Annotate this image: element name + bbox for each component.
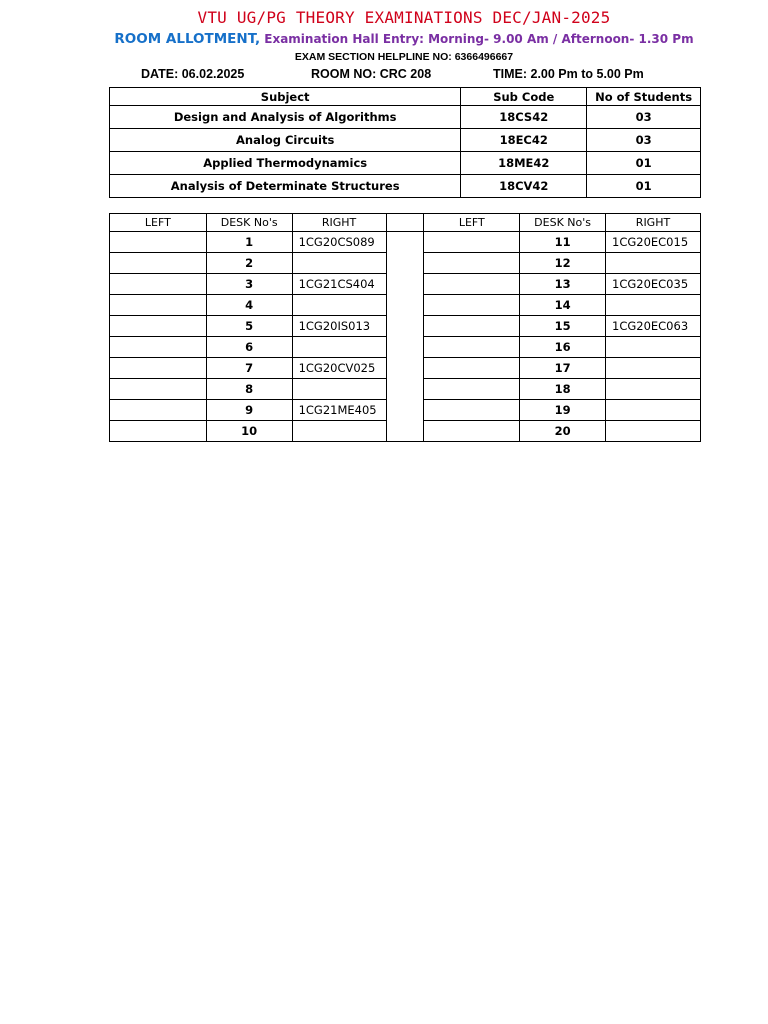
right-seat	[606, 358, 701, 379]
desk-number: 14	[520, 295, 606, 316]
left-seat	[110, 295, 207, 316]
left-seat	[110, 379, 207, 400]
subject-row	[110, 129, 701, 152]
desk-number: 19	[520, 400, 606, 421]
desk-row	[110, 337, 701, 358]
aisle-gap	[386, 232, 424, 253]
sub-code-header: Sub Code	[461, 88, 587, 106]
subject-row	[110, 175, 701, 198]
aisle-gap	[386, 295, 424, 316]
right-seat	[292, 337, 386, 358]
exam-time: TIME: 2.00 Pm to 5.00 Pm	[493, 67, 644, 81]
subject-code: 18CS42	[461, 106, 587, 129]
student-count-header: No of Students	[587, 88, 701, 106]
left-seat	[110, 358, 207, 379]
left-seat	[424, 379, 520, 400]
subject-code: 18EC42	[461, 129, 587, 152]
desk-number: 1	[206, 232, 292, 253]
subject-row	[110, 152, 701, 175]
helpline-text: EXAM SECTION HELPLINE NO: 6366496667	[294, 51, 514, 63]
desk-row	[110, 295, 701, 316]
exam-info-line	[0, 67, 768, 83]
desk-row	[110, 358, 701, 379]
desk-number: 8	[206, 379, 292, 400]
left-seat	[424, 295, 520, 316]
desk-row	[110, 379, 701, 400]
desk-number: 2	[206, 253, 292, 274]
left-seat	[110, 316, 207, 337]
exam-date: DATE: 06.02.2025	[141, 67, 245, 81]
desk-row	[110, 232, 701, 253]
right-seat	[606, 337, 701, 358]
left-seat	[110, 337, 207, 358]
student-count: 03	[587, 129, 701, 152]
desk-number: 4	[206, 295, 292, 316]
subject-name: Analysis of Determinate Structures	[110, 175, 461, 198]
aisle-gap	[386, 316, 424, 337]
subject-code: 18ME42	[461, 152, 587, 175]
hall-entry-text: Examination Hall Entry: Morning- 9.00 Am / Afternoon- 1.30 Pm	[264, 32, 694, 46]
desk-number: 13	[520, 274, 606, 295]
right-seat	[606, 295, 701, 316]
desk-number: 20	[520, 421, 606, 442]
right-seat	[292, 253, 386, 274]
right-seat	[606, 253, 701, 274]
room-number: ROOM NO: CRC 208	[311, 67, 432, 81]
desk-number: 11	[520, 232, 606, 253]
aisle-gap	[386, 400, 424, 421]
aisle-gap	[386, 379, 424, 400]
left-seat	[110, 400, 207, 421]
left-seat	[110, 274, 207, 295]
desk-number: 6	[206, 337, 292, 358]
subtitle-line	[0, 31, 768, 47]
left-header: LEFT	[110, 214, 207, 232]
right-header: RIGHT	[292, 214, 386, 232]
desk-number: 9	[206, 400, 292, 421]
left-seat	[110, 232, 207, 253]
subject-name: Analog Circuits	[110, 129, 461, 152]
right-header: RIGHT	[606, 214, 701, 232]
desk-allotment-table	[109, 213, 701, 442]
desk-no-header: DESK No's	[206, 214, 292, 232]
right-seat: 1CG20IS013	[292, 316, 386, 337]
right-seat	[292, 295, 386, 316]
subject-name: Design and Analysis of Algorithms	[110, 106, 461, 129]
left-seat	[424, 337, 520, 358]
desk-no-header: DESK No's	[520, 214, 606, 232]
aisle-gap	[386, 421, 424, 442]
right-seat	[606, 379, 701, 400]
left-seat	[424, 400, 520, 421]
subject-header: Subject	[110, 88, 461, 106]
left-seat	[110, 253, 207, 274]
right-seat: 1CG20CV025	[292, 358, 386, 379]
student-count: 03	[587, 106, 701, 129]
student-count: 01	[587, 152, 701, 175]
subject-row	[110, 106, 701, 129]
desk-number: 3	[206, 274, 292, 295]
left-seat	[110, 421, 207, 442]
right-seat: 1CG20EC063	[606, 316, 701, 337]
desk-row	[110, 253, 701, 274]
right-seat: 1CG20EC035	[606, 274, 701, 295]
aisle-gap	[386, 358, 424, 379]
subject-name: Applied Thermodynamics	[110, 152, 461, 175]
desk-number: 12	[520, 253, 606, 274]
right-seat	[292, 379, 386, 400]
desk-number: 16	[520, 337, 606, 358]
left-seat	[424, 358, 520, 379]
left-seat	[424, 274, 520, 295]
left-seat	[424, 253, 520, 274]
right-seat: 1CG20CS089	[292, 232, 386, 253]
desk-number: 5	[206, 316, 292, 337]
right-seat: 1CG20EC015	[606, 232, 701, 253]
right-seat	[606, 400, 701, 421]
desk-number: 15	[520, 316, 606, 337]
room-allotment-label: ROOM ALLOTMENT,	[114, 31, 261, 47]
subjects-header-row	[110, 88, 701, 106]
student-count: 01	[587, 175, 701, 198]
page-title: VTU UG/PG THEORY EXAMINATIONS DEC/JAN-2025	[197, 8, 611, 27]
aisle-gap	[386, 214, 424, 232]
desk-number: 17	[520, 358, 606, 379]
desk-header-row	[110, 214, 701, 232]
left-seat	[424, 421, 520, 442]
desk-number: 10	[206, 421, 292, 442]
subject-code: 18CV42	[461, 175, 587, 198]
desk-row	[110, 316, 701, 337]
aisle-gap	[386, 253, 424, 274]
right-seat: 1CG21CS404	[292, 274, 386, 295]
right-seat: 1CG21ME405	[292, 400, 386, 421]
subjects-table	[109, 87, 701, 198]
right-seat	[292, 421, 386, 442]
desk-number: 18	[520, 379, 606, 400]
desk-row	[110, 274, 701, 295]
left-seat	[424, 316, 520, 337]
desk-row	[110, 400, 701, 421]
right-seat	[606, 421, 701, 442]
aisle-gap	[386, 337, 424, 358]
desk-number: 7	[206, 358, 292, 379]
left-header: LEFT	[424, 214, 520, 232]
left-seat	[424, 232, 520, 253]
desk-row	[110, 421, 701, 442]
aisle-gap	[386, 274, 424, 295]
